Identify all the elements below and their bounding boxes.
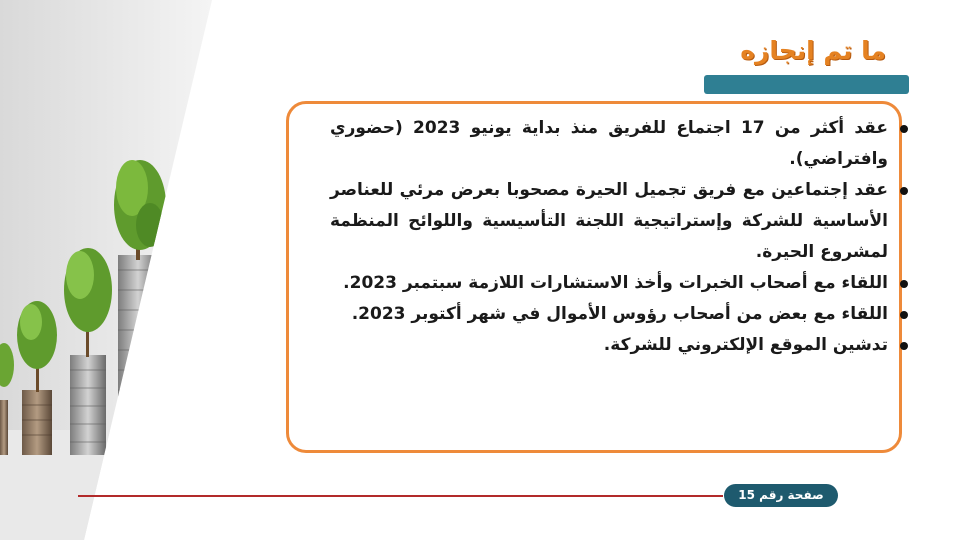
- bullet-text: اللقاء مع بعض من أصحاب رؤوس الأموال في شهر أكتوبر 2023.: [351, 304, 888, 324]
- bullet-text: عقد أكثر من 17 اجتماع للفريق منذ بداية يونيو 2023 (حضوري وافتراضي).: [330, 118, 889, 169]
- bullet-icon: [900, 311, 908, 319]
- bullet-text: اللقاء مع أصحاب الخبرات وأخذ الاستشارات اللازمة سبتمبر 2023.: [343, 273, 888, 293]
- title-accent-bar: [704, 75, 909, 94]
- list-item: [330, 330, 910, 361]
- bullet-icon: [900, 280, 908, 288]
- bullet-icon: [900, 187, 908, 195]
- page-number-badge: صفحة رقم 15: [724, 484, 838, 507]
- list-item: [330, 175, 910, 268]
- bullet-icon: [900, 125, 908, 133]
- list-item: [330, 113, 910, 175]
- list-item: [330, 299, 910, 330]
- slide-title: ما تم إنجازه: [740, 36, 886, 65]
- footer-divider: [78, 495, 723, 497]
- bullet-icon: [900, 342, 908, 350]
- achievements-list: [330, 113, 910, 361]
- bullet-text: عقد إجتماعين مع فريق تجميل الحيرة مصحوبا بعرض مرئي للعناصر الأساسية للشركة وإستراتيجية اللجنة التأسيسية واللوائح المنظمة لمشروع الحيرة.: [330, 180, 888, 262]
- bullet-text: تدشين الموقع الإلكتروني للشركة.: [603, 335, 888, 355]
- list-item: [330, 268, 910, 299]
